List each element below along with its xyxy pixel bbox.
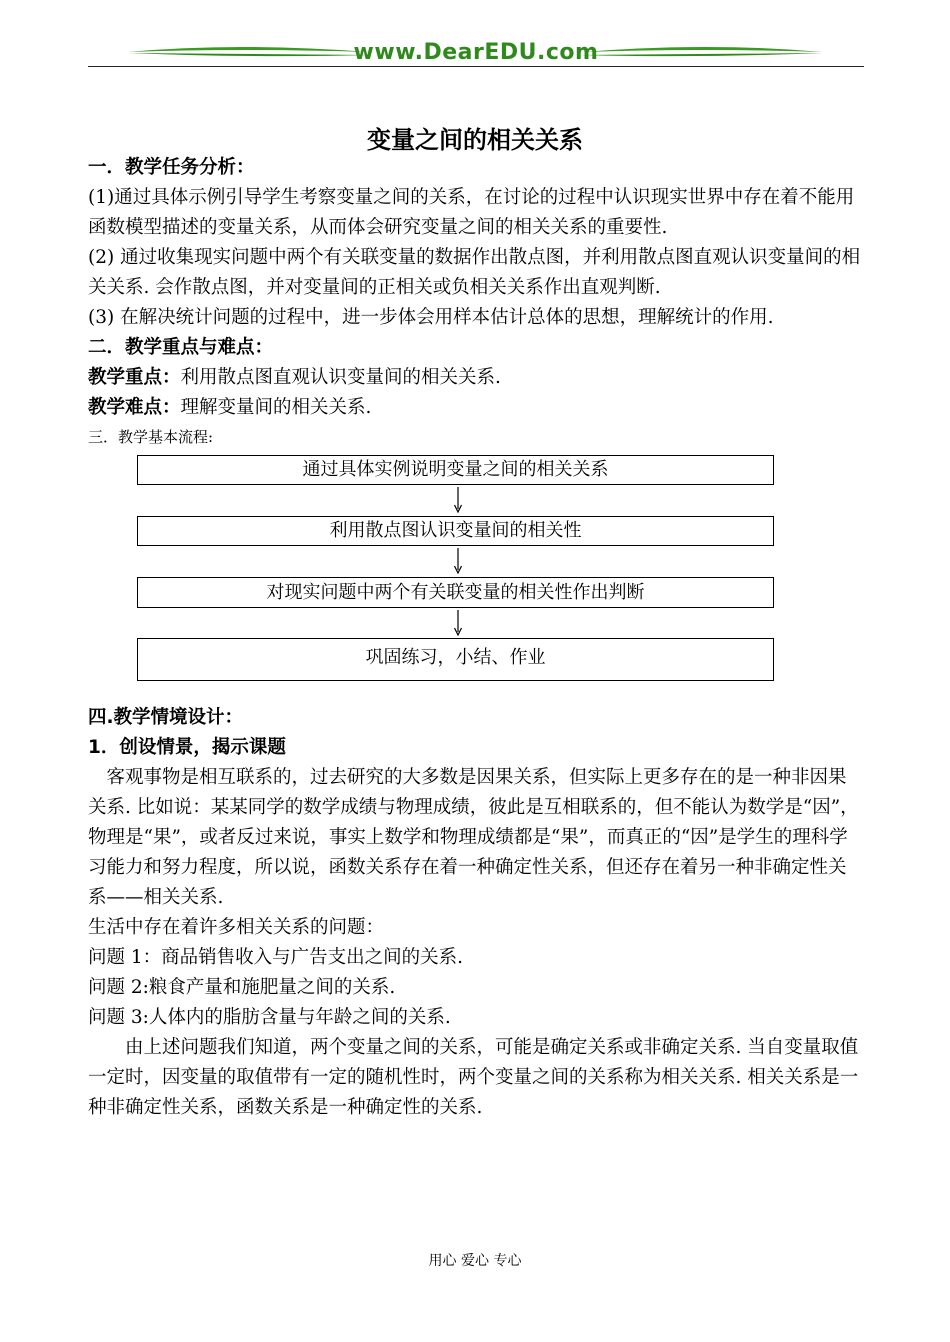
header-site-name: www.DearEDU.com xyxy=(353,40,599,65)
section1-item1: (1)通过具体示例引导学生考察变量之间的关系，在讨论的过程中认识现实世界中存在着不能用函数模型描述的变量关系，从而体会研究变量之间的相关关系的重要性. xyxy=(88,187,855,238)
page-header xyxy=(88,36,864,70)
page-title: 变量之间的相关关系 xyxy=(367,126,583,154)
flow-step-4: 巩固练习，小结、作业 xyxy=(137,638,774,681)
section3-heading: 三．教学基本流程: xyxy=(88,428,214,446)
section4-line-intro: 生活中存在着许多相关关系的问题： xyxy=(88,917,385,938)
key-point-label: 教学重点： xyxy=(88,367,181,388)
problem-1: 问题 1：商品销售收入与广告支出之间的关系. xyxy=(88,947,464,968)
document-body xyxy=(88,153,864,1123)
section1-item2: (2) 通过收集现实问题中两个有关联变量的数据作出散点图，并利用散点图直观认识变量间的相关关系. 会作散点图，并对变量间的正相关或负相关关系作出直观判断. xyxy=(88,247,861,298)
section4-para1: 客观事物是相互联系的，过去研究的大多数是因果关系，但实际上更多存在的是一种非因果关系. 比如说：某某同学的数学成绩与物理成绩，彼此是互相联系的，但不能认为数学是“因”，物理是“果”，或者反过来说，事实上数学和物理成绩都是“果”，而真正的“因”是学生的理科学习能力和努力程度，所以说，函数关系存在着一种确定性关系，但还存在着另一种非确定性关系——相关关系. xyxy=(88,767,859,908)
flow-arrow-icon xyxy=(454,610,462,636)
flow-arrow-icon xyxy=(454,548,462,574)
flow-step-3: 对现实问题中两个有关联变量的相关性作出判断 xyxy=(137,577,774,608)
flow-arrow-icon xyxy=(454,487,462,513)
section1-item3: (3) 在解决统计问题的过程中，进一步体会用样本估计总体的思想，理解统计的作用. xyxy=(88,307,774,328)
flowchart xyxy=(88,453,864,703)
problem-3: 问题 3:人体内的脂肪含量与年龄之间的关系. xyxy=(88,1007,451,1028)
difficulty-text: 理解变量间的相关关系. xyxy=(180,397,372,418)
difficulty-point xyxy=(88,393,864,423)
key-point xyxy=(88,363,864,393)
section4-sub1: 1．创设情景，揭示课题 xyxy=(88,737,286,758)
flow-step-1: 通过具体实例说明变量之间的相关关系 xyxy=(137,455,774,485)
section4-para2: 由上述问题我们知道，两个变量之间的关系，可能是确定关系或非确定关系. 当自变量取值一定时，因变量的取值带有一定的随机性时，两个变量之间的关系称为相关关系. 相关关系是一种非确定性关系，函数关系是一种确定性的关系. xyxy=(88,1037,859,1118)
header-rule xyxy=(88,66,864,67)
key-point-text: 利用散点图直观认识变量间的相关关系. xyxy=(180,367,501,388)
section2-heading: 二．教学重点与难点： xyxy=(88,337,274,358)
section1-heading: 一．教学任务分析： xyxy=(88,157,255,178)
section4-heading: 四.教学情境设计： xyxy=(88,707,244,728)
difficulty-label: 教学难点： xyxy=(88,397,181,418)
flow-step-2: 利用散点图认识变量间的相关性 xyxy=(137,516,774,546)
problem-2: 问题 2:粮食产量和施肥量之间的关系. xyxy=(88,977,396,998)
page-footer: 用心 爱心 专心 xyxy=(428,1253,522,1269)
